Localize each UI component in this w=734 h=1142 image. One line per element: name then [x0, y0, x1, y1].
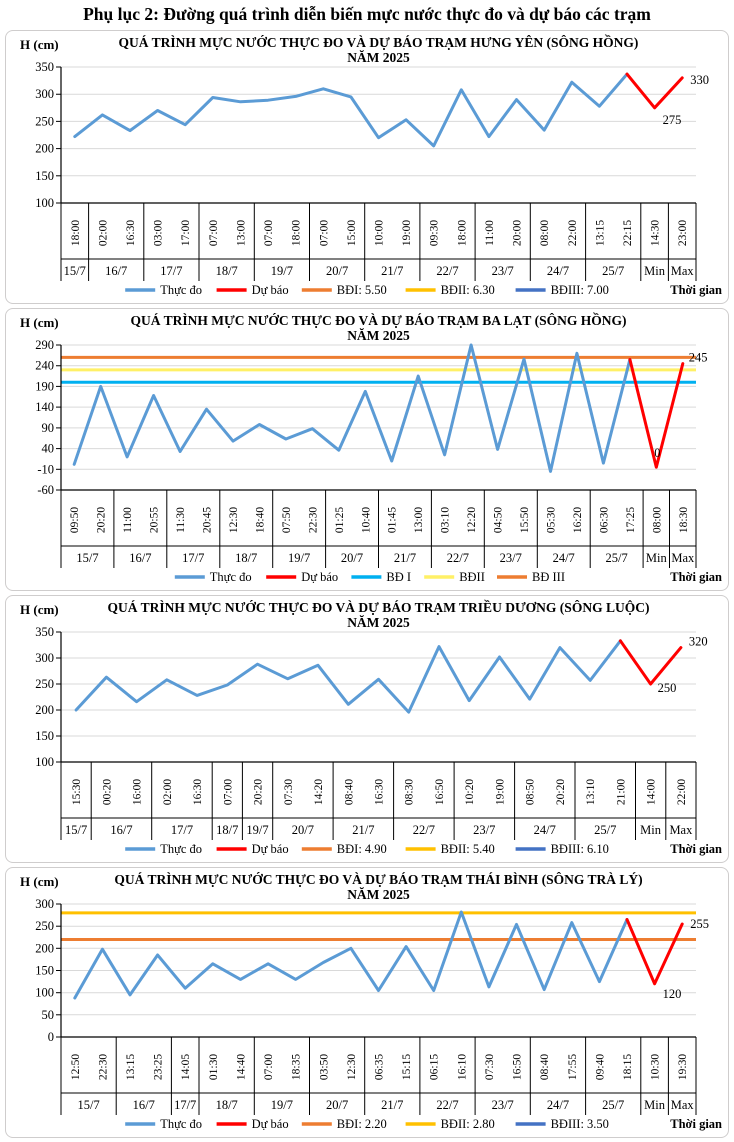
- gridlines: [61, 632, 696, 762]
- day-label: 18/7: [215, 264, 238, 278]
- day-label: 24/7: [533, 823, 556, 837]
- day-label: 16/7: [129, 551, 152, 565]
- time-tick-labels: [70, 1054, 689, 1080]
- x-axis-title: Thời gian: [670, 1117, 722, 1131]
- day-label: Min: [644, 264, 666, 278]
- time-tick-label: 14:30: [649, 219, 662, 247]
- y-axis-tick-labels: [35, 897, 61, 1044]
- legend-item: [351, 570, 411, 584]
- time-tick-label: 13:00: [413, 506, 426, 534]
- day-label: 15/7: [76, 551, 99, 565]
- annotation: 275: [662, 112, 682, 127]
- svg-text:Dự báo: Dự báo: [251, 1117, 289, 1131]
- day-label: Max: [671, 551, 695, 565]
- legend: [125, 283, 722, 297]
- time-tick-label: 19:00: [494, 778, 507, 806]
- day-label: 22/7: [436, 1098, 459, 1112]
- chart-ba-lat-svg: [6, 309, 728, 590]
- legend-item: [406, 283, 495, 297]
- legend-item: [302, 1117, 387, 1131]
- observed-line: [75, 912, 627, 998]
- svg-text:BĐII: 6.30: BĐII: 6.30: [440, 283, 495, 297]
- time-tick-label: 15:50: [519, 506, 531, 534]
- svg-text:Dự báo: Dự báo: [251, 842, 289, 856]
- chart-header: [20, 35, 638, 65]
- svg-text:50: 50: [41, 1007, 54, 1022]
- day-label: 15/7: [77, 1098, 100, 1112]
- legend-item: [217, 842, 289, 856]
- time-tick-label: 20:20: [252, 778, 265, 806]
- chart-panel-hung-yen: [5, 30, 729, 304]
- time-tick-label: 04:50: [492, 506, 505, 534]
- time-tick-label: 22:30: [307, 506, 320, 534]
- time-tick-label: 15:00: [345, 219, 358, 247]
- legend-item: [516, 1117, 609, 1131]
- y-axis-tick-labels: [35, 60, 61, 210]
- time-tick-label: 08:40: [343, 778, 356, 806]
- day-label: 22/7: [412, 823, 436, 837]
- legend-item: [406, 842, 495, 856]
- time-tick-label: 10:30: [649, 1053, 662, 1081]
- time-tick-labels: [69, 507, 690, 533]
- y-axis-tick-labels: [35, 625, 61, 769]
- time-tick-label: 07:30: [282, 778, 295, 806]
- day-label: 25/7: [602, 264, 625, 278]
- svg-text:BĐII: BĐII: [459, 570, 485, 584]
- y-axis-title: H (cm): [20, 602, 59, 617]
- svg-text:Thực đo: Thực đo: [160, 283, 203, 297]
- time-tick-label: 08:30: [403, 778, 416, 806]
- day-labels: [77, 1098, 694, 1112]
- observed-line: [76, 641, 620, 712]
- legend-item: [302, 842, 387, 856]
- svg-text:BĐIII: 3.50: BĐIII: 3.50: [550, 1117, 609, 1131]
- day-label: 20/7: [340, 551, 364, 565]
- chart-title: QUÁ TRÌNH MỰC NƯỚC THỰC ĐO VÀ DỰ BÁO TRẠM BA LẠT (SÔNG HỒNG): [130, 313, 627, 328]
- time-tick-label: 08:50: [524, 778, 537, 806]
- svg-text:Dự báo: Dự báo: [251, 283, 289, 297]
- time-tick-label: 22:00: [675, 778, 688, 806]
- svg-text:0: 0: [47, 1030, 54, 1044]
- day-label: 20/7: [325, 1098, 349, 1112]
- legend: [175, 570, 722, 584]
- annotation: 245: [688, 350, 708, 365]
- legend-item: [217, 283, 289, 297]
- day-label: 25/7: [594, 823, 617, 837]
- x-axis-title: Thời gian: [670, 842, 722, 856]
- time-tick-label: 06:35: [373, 1053, 386, 1081]
- day-label: 21/7: [381, 264, 404, 278]
- day-label: 17/7: [170, 823, 194, 837]
- y-axis-tick-labels: [35, 338, 61, 497]
- time-tick-label: 16:00: [131, 778, 144, 806]
- observed-line: [75, 74, 627, 146]
- x-axis-table: [61, 203, 696, 281]
- day-label: 17/7: [160, 264, 183, 278]
- time-tick-label: 12:30: [228, 506, 240, 534]
- time-tick-label: 23:25: [152, 1053, 165, 1081]
- day-label: 24/7: [546, 264, 570, 278]
- day-label: 16/7: [132, 1098, 155, 1112]
- chart-title: QUÁ TRÌNH MỰC NƯỚC THỰC ĐO VÀ DỰ BÁO TRẠM THÁI BÌNH (SÔNG TRÀ LÝ): [114, 872, 643, 887]
- svg-text:100: 100: [35, 755, 54, 769]
- time-tick-label: 16:20: [571, 506, 584, 534]
- svg-text:200: 200: [35, 941, 54, 956]
- chart-header: [20, 872, 643, 902]
- time-tick-labels: [71, 779, 688, 805]
- day-label: 23/7: [499, 551, 522, 565]
- y-axis-title: H (cm): [20, 315, 59, 330]
- time-tick-label: 18:00: [69, 219, 82, 247]
- day-label: 16/7: [105, 264, 128, 278]
- legend-item: [125, 1117, 202, 1131]
- day-label: 18/7: [235, 551, 258, 565]
- forecast-line: [627, 74, 682, 108]
- legend-item: [424, 570, 485, 584]
- alert-level-lines: [61, 357, 696, 382]
- chart-panel-trieu-duong: [5, 595, 729, 863]
- time-tick-label: 09:30: [428, 219, 441, 247]
- axis-lines: [61, 67, 696, 203]
- time-tick-label: 16:30: [192, 778, 205, 806]
- svg-text:240: 240: [35, 358, 54, 373]
- svg-text:150: 150: [35, 963, 54, 978]
- time-tick-label: 08:00: [651, 506, 664, 534]
- time-tick-label: 18:30: [677, 506, 690, 534]
- gridlines: [61, 345, 696, 490]
- observed-line: [74, 345, 630, 471]
- time-tick-label: 14:00: [645, 778, 658, 806]
- time-tick-label: 20:55: [148, 506, 161, 534]
- annotation: 330: [690, 72, 709, 87]
- day-label: 21/7: [393, 551, 417, 565]
- day-label: 15/7: [64, 823, 88, 837]
- time-tick-label: 11:30: [175, 507, 188, 533]
- day-labels: [76, 551, 695, 565]
- annotations: [663, 73, 709, 127]
- time-tick-label: 17:25: [624, 506, 637, 534]
- legend-item: [266, 570, 338, 584]
- svg-text:BĐII: 5.40: BĐII: 5.40: [440, 842, 495, 856]
- legend-item: [516, 283, 609, 297]
- svg-text:350: 350: [35, 625, 54, 639]
- time-tick-label: 03:10: [439, 506, 452, 534]
- svg-text:Thực đo: Thực đo: [160, 842, 203, 856]
- annotation: 255: [690, 917, 709, 931]
- annotation: 250: [657, 681, 677, 695]
- day-label: 23/7: [491, 264, 514, 278]
- time-tick-label: 20:00: [511, 219, 524, 247]
- day-label: 15/7: [63, 264, 86, 278]
- time-tick-label: 03:50: [318, 1053, 331, 1081]
- time-tick-label: 03:00: [152, 219, 165, 247]
- chart-thai-binh-svg: [6, 868, 728, 1137]
- time-tick-label: 07:00: [263, 219, 276, 247]
- time-tick-label: 22:15: [622, 219, 634, 247]
- time-tick-label: 20:20: [554, 778, 567, 806]
- svg-text:250: 250: [35, 677, 54, 691]
- day-label: Max: [669, 823, 693, 837]
- chart-hung-yen-svg: [6, 31, 728, 303]
- day-label: Min: [644, 1098, 666, 1112]
- time-tick-labels: [70, 220, 689, 246]
- time-tick-label: 02:00: [161, 778, 174, 806]
- svg-text:-60: -60: [37, 483, 54, 497]
- day-labels: [64, 264, 695, 278]
- day-label: 24/7: [546, 1098, 570, 1112]
- chart-trieu-duong-svg: [6, 596, 728, 862]
- legend-item: [175, 570, 252, 584]
- svg-text:BĐI: 4.90: BĐI: 4.90: [336, 842, 387, 856]
- svg-text:BĐ III: BĐ III: [532, 570, 565, 584]
- day-label: 22/7: [446, 551, 470, 565]
- time-tick-label: 00:20: [101, 778, 114, 806]
- axis-lines: [61, 345, 696, 490]
- chart-subtitle: NĂM 2025: [347, 50, 410, 65]
- gridlines: [61, 67, 696, 203]
- time-tick-label: 18:00: [456, 219, 469, 247]
- time-tick-label: 15:30: [71, 778, 84, 806]
- legend-item: [125, 283, 202, 297]
- svg-text:BĐI: 5.50: BĐI: 5.50: [336, 283, 387, 297]
- x-axis-table: [61, 490, 696, 568]
- svg-text:BĐIII: 6.10: BĐIII: 6.10: [550, 842, 609, 856]
- time-tick-label: 19:00: [401, 219, 414, 247]
- time-tick-label: 20:20: [95, 506, 108, 534]
- day-label: Min: [645, 551, 667, 565]
- legend-item: [516, 842, 609, 856]
- day-label: 17/7: [174, 1098, 197, 1112]
- day-label: 21/7: [381, 1098, 404, 1112]
- chart-subtitle: NĂM 2025: [347, 887, 410, 902]
- day-label: 23/7: [491, 1098, 514, 1112]
- legend: [125, 1117, 722, 1131]
- forecast-line: [620, 641, 681, 684]
- time-tick-label: 09:50: [69, 506, 82, 534]
- day-label: 16/7: [110, 823, 133, 837]
- legend-item: [217, 1117, 289, 1131]
- chart-title: QUÁ TRÌNH MỰC NƯỚC THỰC ĐO VÀ DỰ BÁO TRẠM HƯNG YÊN (SÔNG HỒNG): [118, 35, 639, 50]
- time-tick-label: 07:00: [207, 219, 220, 247]
- svg-text:100: 100: [35, 985, 54, 1000]
- time-tick-label: 08:40: [539, 1053, 552, 1081]
- day-label: 22/7: [436, 264, 459, 278]
- time-tick-label: 14:40: [235, 1053, 248, 1081]
- page-title: Phụ lục 2: Đường quá trình diễn biến mực nước thực đo và dự báo các trạm: [83, 4, 651, 24]
- time-tick-label: 07:00: [318, 219, 331, 247]
- time-tick-label: 07:30: [483, 1053, 496, 1081]
- time-tick-label: 18:40: [254, 506, 267, 534]
- time-tick-label: 14:05: [180, 1053, 193, 1081]
- svg-text:40: 40: [41, 441, 54, 456]
- svg-text:300: 300: [35, 87, 54, 102]
- legend-item: [125, 842, 202, 856]
- time-tick-label: 13:10: [585, 778, 598, 806]
- time-tick-label: 15:15: [401, 1053, 414, 1081]
- svg-text:350: 350: [35, 60, 54, 74]
- time-tick-label: 16:30: [373, 778, 386, 806]
- time-tick-label: 21:00: [615, 778, 628, 806]
- svg-text:250: 250: [35, 114, 54, 129]
- svg-text:150: 150: [35, 729, 54, 743]
- svg-text:BĐ I: BĐ I: [386, 570, 412, 584]
- time-tick-label: 10:40: [360, 506, 373, 534]
- time-tick-label: 10:00: [373, 219, 386, 247]
- day-label: 23/7: [473, 823, 496, 837]
- time-tick-label: 23:00: [677, 219, 690, 247]
- svg-text:150: 150: [35, 168, 54, 183]
- svg-text:Thực đo: Thực đo: [160, 1117, 203, 1131]
- svg-text:BĐI: 2.20: BĐI: 2.20: [336, 1117, 387, 1131]
- time-tick-label: 10:20: [464, 778, 477, 806]
- legend: [125, 842, 722, 856]
- svg-text:BĐII: 2.80: BĐII: 2.80: [440, 1117, 495, 1131]
- time-tick-label: 18:00: [290, 219, 303, 247]
- time-tick-label: 01:25: [333, 506, 346, 534]
- chart-subtitle: NĂM 2025: [347, 615, 410, 630]
- day-label: 19/7: [270, 264, 294, 278]
- svg-text:300: 300: [35, 651, 54, 665]
- day-label: Max: [670, 1098, 694, 1112]
- time-tick-label: 13:15: [125, 1053, 137, 1081]
- chart-header: [20, 313, 626, 343]
- time-tick-label: 01:45: [386, 506, 399, 534]
- time-tick-label: 07:00: [222, 778, 235, 806]
- axis-lines: [61, 632, 696, 762]
- chart-subtitle: NĂM 2025: [347, 328, 410, 343]
- legend-item: [406, 1117, 495, 1131]
- gridlines: [61, 904, 696, 1037]
- svg-text:250: 250: [35, 919, 54, 934]
- day-label: 18/7: [215, 1098, 238, 1112]
- time-tick-label: 16:50: [511, 1053, 524, 1081]
- time-tick-label: 06:15: [428, 1053, 441, 1081]
- time-tick-label: 05:30: [545, 506, 558, 534]
- chart-header: [20, 600, 649, 630]
- legend-item: [497, 570, 565, 584]
- svg-text:140: 140: [35, 400, 54, 415]
- time-tick-label: 17:00: [180, 219, 193, 247]
- day-label: 19/7: [246, 823, 269, 837]
- day-label: Min: [640, 823, 662, 837]
- svg-text:100: 100: [35, 196, 54, 210]
- day-label: 20/7: [291, 823, 315, 837]
- chart-title: QUÁ TRÌNH MỰC NƯỚC THỰC ĐO VÀ DỰ BÁO TRẠM TRIỀU DƯƠNG (SÔNG LUỘC): [107, 600, 650, 615]
- svg-text:190: 190: [35, 379, 54, 394]
- time-tick-label: 09:40: [594, 1053, 607, 1081]
- day-label: 21/7: [352, 823, 375, 837]
- day-labels: [65, 823, 693, 837]
- forecast-line: [627, 920, 682, 984]
- y-axis-title: H (cm): [20, 874, 59, 889]
- chart-panel-ba-lat: [5, 308, 729, 591]
- day-label: 17/7: [182, 551, 205, 565]
- x-axis-title: Thời gian: [670, 570, 722, 584]
- time-tick-label: 13:15: [594, 219, 607, 247]
- time-tick-label: 14:20: [313, 778, 325, 806]
- chart-panel-thai-binh: [5, 867, 729, 1138]
- annotation: 120: [662, 986, 682, 1001]
- time-tick-label: 08:00: [539, 219, 552, 247]
- time-tick-label: 16:10: [456, 1053, 469, 1081]
- svg-text:Thực đo: Thực đo: [209, 570, 252, 584]
- time-tick-label: 16:50: [434, 778, 446, 806]
- day-label: 25/7: [602, 1098, 625, 1112]
- x-axis-table: [61, 1037, 696, 1115]
- day-label: 19/7: [270, 1098, 294, 1112]
- legend-item: [302, 283, 387, 297]
- day-label: Max: [670, 264, 694, 278]
- time-tick-label: 13:00: [235, 219, 248, 247]
- time-tick-label: 01:30: [207, 1053, 220, 1081]
- day-label: 19/7: [287, 551, 311, 565]
- y-axis-title: H (cm): [20, 37, 59, 52]
- time-tick-label: 20:45: [201, 506, 214, 534]
- time-tick-label: 07:00: [263, 1053, 276, 1081]
- svg-text:200: 200: [35, 141, 54, 156]
- svg-text:-10: -10: [37, 462, 54, 477]
- time-tick-label: 22:30: [97, 1053, 110, 1081]
- time-tick-label: 18:15: [622, 1053, 634, 1081]
- time-tick-label: 17:55: [566, 1053, 579, 1081]
- x-axis-title: Thời gian: [670, 283, 722, 297]
- svg-text:200: 200: [35, 703, 54, 717]
- day-label: 25/7: [605, 551, 628, 565]
- time-tick-label: 07:50: [280, 506, 293, 534]
- time-tick-label: 11:00: [122, 507, 135, 533]
- time-tick-label: 06:30: [598, 506, 611, 534]
- time-tick-label: 02:00: [97, 219, 110, 247]
- time-tick-label: 12:30: [345, 1053, 358, 1081]
- annotation: 320: [688, 634, 708, 649]
- svg-text:300: 300: [35, 897, 54, 911]
- svg-text:90: 90: [41, 420, 54, 435]
- svg-text:290: 290: [35, 338, 54, 352]
- svg-text:BĐIII: 7.00: BĐIII: 7.00: [550, 283, 609, 297]
- time-tick-label: 12:20: [466, 506, 479, 534]
- time-tick-label: 22:00: [566, 219, 579, 247]
- svg-text:Dự báo: Dự báo: [301, 570, 339, 584]
- annotation: 0: [654, 446, 661, 461]
- time-tick-label: 19:30: [677, 1053, 690, 1081]
- time-tick-label: 12:50: [69, 1053, 82, 1081]
- day-label: 20/7: [325, 264, 349, 278]
- day-label: 24/7: [552, 551, 575, 565]
- x-axis-table: [61, 762, 696, 840]
- annotations: [663, 917, 709, 1001]
- time-tick-label: 16:30: [125, 219, 137, 247]
- time-tick-label: 18:35: [290, 1053, 303, 1081]
- time-tick-label: 11:00: [483, 220, 496, 246]
- day-label: 18/7: [216, 823, 239, 837]
